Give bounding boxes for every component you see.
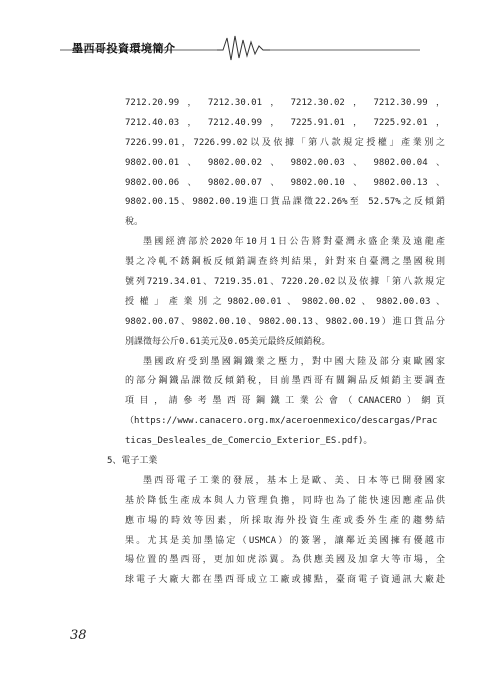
text-line: 授權」產業別之9802.00.01、9802.00.02、9802.00.03、: [125, 296, 445, 307]
text-line: 別課徵每公斤0.61美元及0.05美元最終反傾銷稅。: [125, 336, 331, 347]
running-header-title: 墨西哥投資環境簡介: [72, 42, 176, 55]
text-line: 9802.00.06 、 9802.00.07 、 9802.00.10 、 9802.00.13 、: [125, 177, 445, 188]
text-line: 墨西哥電子工業的發展，基本上是歐、美、日本等已開發國家: [143, 475, 445, 486]
text-line: 場位置的墨西哥，更加如虎添翼。為供應美國及加拿大等市場，全: [125, 555, 445, 566]
text-line: 的部分鋼鐵品課徵反傾銷稅，目前墨西哥有關鋼品反傾銷主要調查: [125, 376, 445, 387]
text-line: 墨國經濟部於2020年10月1日公告將對臺灣永盛企業及遠龍產: [143, 237, 445, 248]
text-line: 製之冷軋不銹鋼板反傾銷調查終判結果，針對來自臺灣之墨國稅則: [125, 257, 445, 268]
text-line: 項目，請參考墨西哥鋼鐵工業公會（CANACERO）網頁: [125, 396, 445, 407]
text-line: 球電子大廠大都在墨西哥成立工廠或據點，臺商電子資通訊大廠赴: [125, 575, 445, 586]
section-heading: 5、電子工業: [107, 456, 158, 467]
text-line: 果。尤其是美加墨協定（USMCA）的簽署，讓鄰近美國擁有優越市: [125, 535, 445, 546]
text-line: （https://www.canacero.org.mx/aceroenmexico/descargas/Prac: [125, 416, 438, 427]
text-line: 9802.00.01 、 9802.00.02 、 9802.00.03 、 9802.00.04 、: [125, 157, 445, 168]
text-line: 應市場的時效等因素，所採取海外投資生產或委外生產的趨勢結: [125, 515, 445, 526]
text-line: 9802.00.15、9802.00.19進口貨品課徵22.26%至 52.57%之反傾銷: [125, 197, 445, 208]
text-line: 7212.40.03 ， 7212.40.99 ， 7225.91.01 ， 7225.92.01 ，: [125, 117, 445, 128]
text-line: 基於降低生產成本與人力管理負擔，同時也為了能快速因應產品供: [125, 495, 445, 506]
text-line: 墨國政府受到墨國鋼鐵業之壓力，對中國大陸及部分東歐國家: [143, 356, 445, 367]
body-text: [107, 94, 445, 591]
page-number: 38: [70, 628, 87, 643]
text-line: 稅。: [125, 217, 144, 228]
text-line: 7212.20.99 ， 7212.30.01 ， 7212.30.02 ， 7212.30.99 ，: [125, 98, 445, 108]
text-line: 號列7219.34.01、7219.35.01、7220.20.02以及依據「第八款規定: [125, 277, 445, 288]
text-line: 9802.00.07、9802.00.10、9802.00.13、9802.00.19）進口貨品分: [125, 316, 445, 327]
text-line: 7226.99.01，7226.99.02以及依據「第八款規定授權」產業別之: [125, 137, 445, 148]
text-line: ticas_Desleales_de_Comercio_Exterior_ES.pdf)。: [125, 436, 373, 447]
